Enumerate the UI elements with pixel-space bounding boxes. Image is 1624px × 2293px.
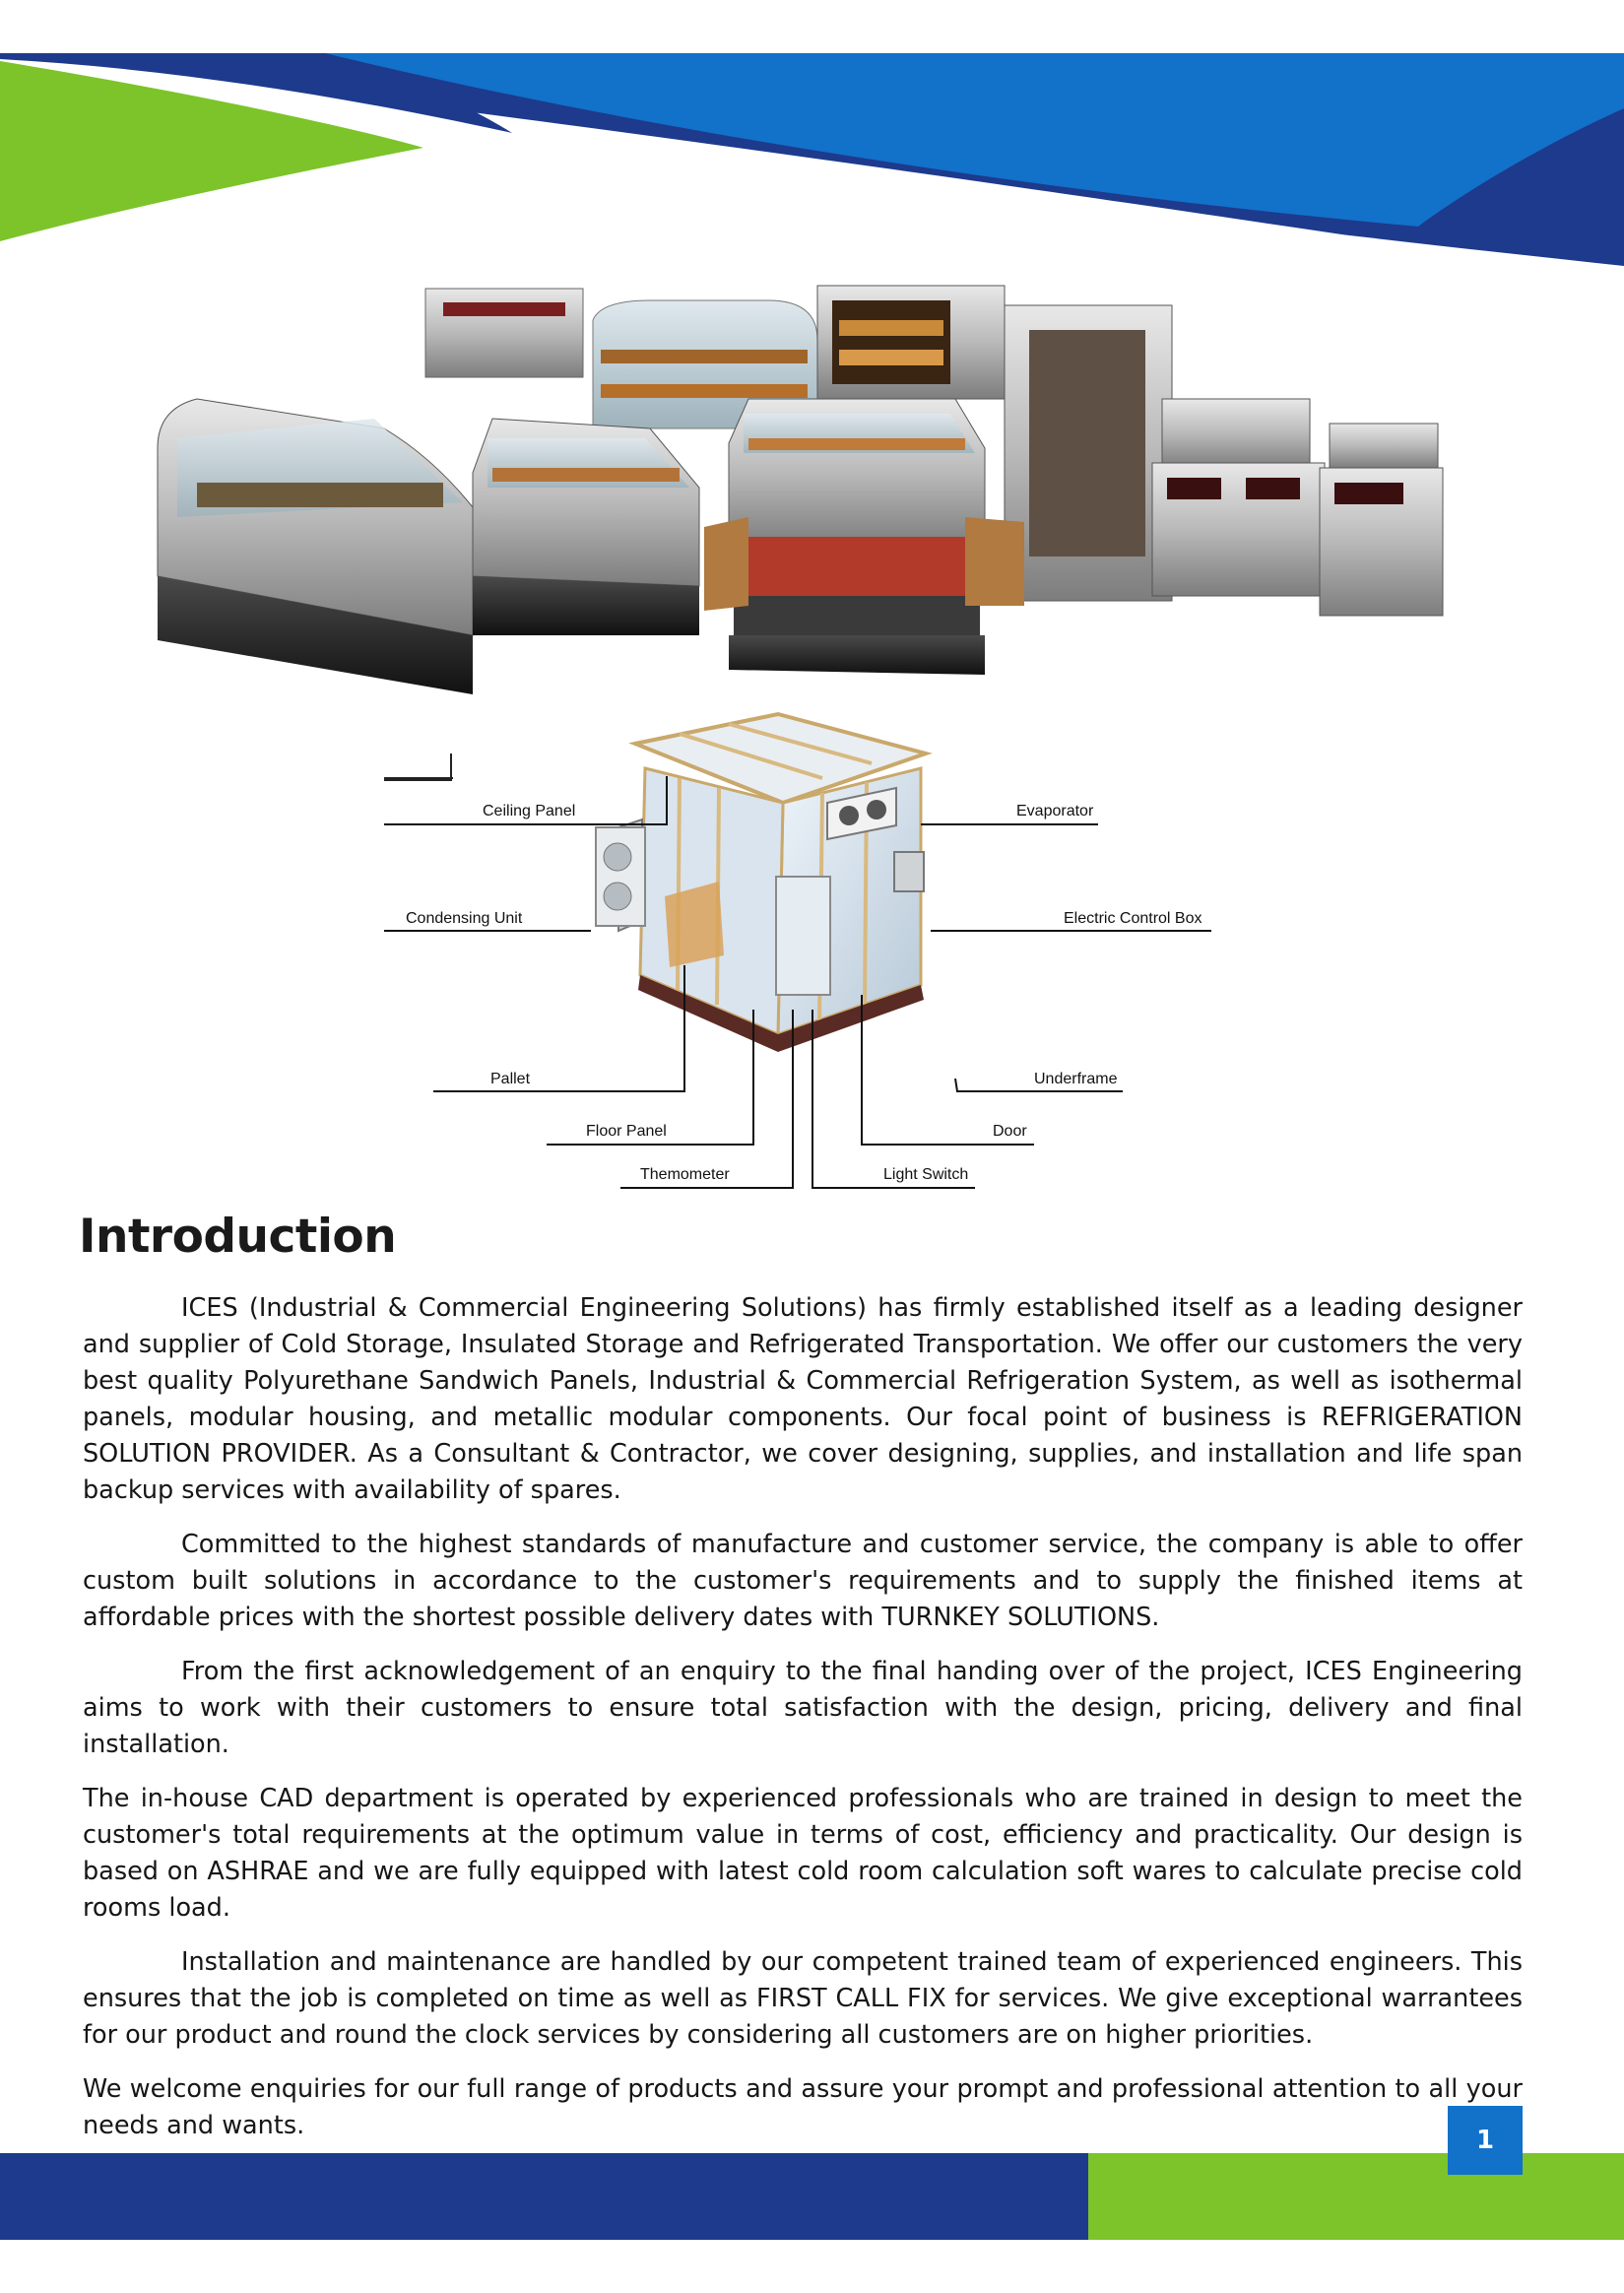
introduction-heading: Introduction bbox=[79, 1210, 397, 1264]
header-wave-banner bbox=[0, 0, 1624, 286]
intro-paragraph-2: Committed to the highest standards of manufacture and customer service, the company is able to offer custom built solutions in accordance to the customer's requirements and to supply the finished items at affordable prices with the shortest possible delivery dates with TURNKEY SOLUTIONS. bbox=[83, 1530, 1523, 1632]
label-floor-panel: Floor Panel bbox=[586, 1123, 667, 1140]
intro-paragraph-5: Installation and maintenance are handled by our competent trained team of experienced engineers. This ensures that the job is completed on time as well as FIRST CALL FIX for services. We give exceptional warrantees for our product and round the clock services by considering all customers are on higher priorities. bbox=[83, 1947, 1523, 2050]
intro-paragraph-3: From the first acknowledgement of an enquiry to the final handing over of the project, ICES Engineering aims to work with their customers to ensure total satisfaction with the design, pricing, delivery and final installation. bbox=[83, 1657, 1523, 1759]
label-underframe: Underframe bbox=[1034, 1071, 1118, 1087]
label-door: Door bbox=[993, 1123, 1027, 1140]
footer-color-bar bbox=[0, 2153, 1624, 2240]
label-thermometer: Themometer bbox=[640, 1166, 730, 1183]
page-number-badge bbox=[1448, 2106, 1523, 2175]
label-condensing-unit: Condensing Unit bbox=[406, 910, 523, 927]
label-light-switch: Light Switch bbox=[883, 1166, 969, 1183]
cold-room-diagram bbox=[384, 709, 1241, 1202]
equipment-product-photo bbox=[138, 281, 1448, 694]
intro-paragraph-4: The in-house CAD department is operated by experienced professionals who are trained in design to meet the customer's total requirements at the optimum value in terms of cost, efficiency and practicality. Our design is based on ASHRAE and we are fully equipped with latest cold room calculation soft wares to calculate precise cold rooms load. bbox=[83, 1784, 1523, 1923]
label-ceiling-panel: Ceiling Panel bbox=[483, 803, 576, 819]
page-number: 1 bbox=[1475, 2126, 1495, 2155]
label-evaporator: Evaporator bbox=[1016, 803, 1094, 819]
diagram-leader-lines bbox=[384, 709, 1241, 1202]
label-pallet: Pallet bbox=[490, 1071, 531, 1087]
introduction-body bbox=[83, 1290, 1523, 2162]
intro-paragraph-6: We welcome enquiries for our full range of products and assure your prompt and professional attention to all your needs and wants. bbox=[83, 2074, 1523, 2140]
intro-paragraph-1: ICES (Industrial & Commercial Engineering Solutions) has firmly established itself as a leading designer and supplier of Cold Storage, Insulated Storage and Refrigerated Transportation. We offer our customers the very best quality Polyurethane Sandwich Panels, Industrial & Commercial Refrigeration System, as well as isothermal panels, modular housing, and metallic modular components. Our focal point of business is REFRIGERATION SOLUTION PROVIDER. As a Consultant & Contractor, we cover designing, supplies, and installation and life span backup services with availability of spares. bbox=[83, 1293, 1523, 1505]
label-electric-control-box: Electric Control Box bbox=[1064, 910, 1202, 927]
